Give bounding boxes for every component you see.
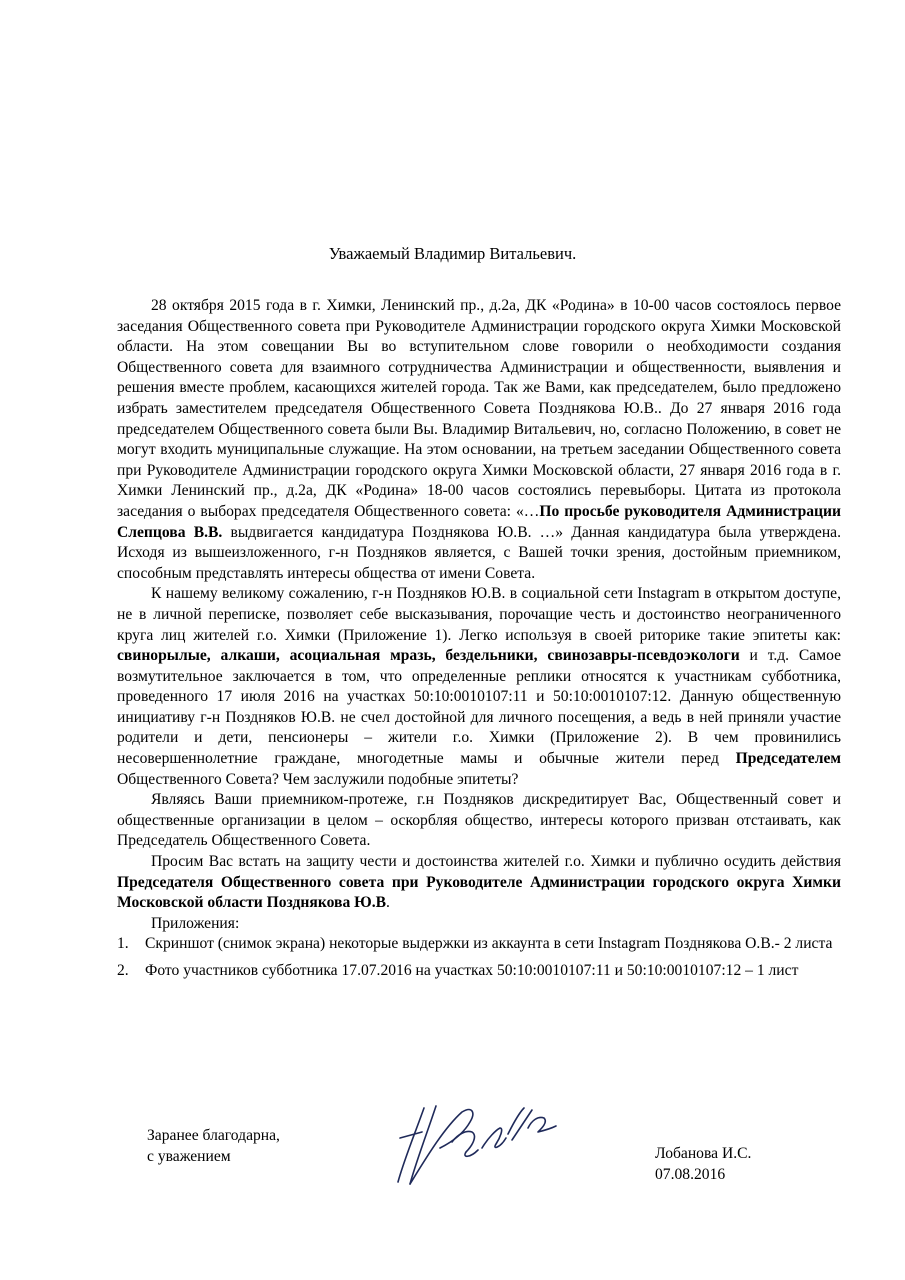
text-run: Просим Вас встать на защиту чести и достоинства жителей г.о. Химки и публично осудить действия xyxy=(151,853,841,871)
paragraph-3 xyxy=(117,790,841,852)
letter-greeting: Уважаемый Владимир Витальевич. xyxy=(328,244,577,263)
attachment-item xyxy=(117,934,841,955)
attachment-number: 2. xyxy=(117,962,129,979)
paragraph-4 xyxy=(117,852,841,914)
text-run: Общественного Совета? Чем заслужили подобные эпитеты? xyxy=(117,770,519,788)
text-run: выдвигается кандидатура Позднякова Ю.В. …» Данная кандидатура была утверждена. Исходя из вышеизложенного, г-н Поздняков является, с Вашей точки зрения, достойным приемником, способным представлять интересы общества от имени Совета. xyxy=(117,523,842,582)
emphasized-text: Председателя Общественного совета при Руководителе Администрации городского округа Химки Московской области Позднякова Ю.В xyxy=(117,873,841,912)
paragraph-1 xyxy=(117,296,841,584)
handwritten-signature xyxy=(392,1098,562,1188)
attachment-item xyxy=(117,961,841,982)
letter-body xyxy=(117,296,841,982)
text-run: 28 октября 2015 года в г. Химки, Ленинский пр., д.2а, ДК «Родина» в 10-00 часов состоялось первое заседания Общественного совета при Руководителе Администрации городского округа Химки Московской области. На этом совещании Вы во вступительном слове говорили о необходимости создания Общественного совета для взаимного сотрудничества Администрации и общественности, выявления и решения вместе проблем, касающихся жителей города. Так же Вами, как председателем, было предложено избрать заместителем председателя Общественного Совета Позднякова Ю.В.. До 27 января 2016 года председателем Общественного совета были Вы. Владимир Витальевич, но, согласно Положению, в совет не могут входить муниципальные служащие. На этом основании, на третьем заседании Общественного совета при Руководителе Администрации городского округа Химки Московской области, 27 января 2016 года в г. Химки Ленинский пр., д.2а, ДК «Родина» 18-00 часов состоялись перевыборы. Цитата из протокола заседания о выборах председателя Общественного совета: «… xyxy=(117,297,841,520)
signer-name: Лобанова И.С. xyxy=(655,1145,752,1162)
text-run: Являясь Ваши приемником-протеже, г.н Поздняков дискредитирует Вас, Общественный совет и общественные организации в целом – оскорбляя общество, интересы которого призван отстаивать, как Председатель Общественного Совета. xyxy=(117,791,841,850)
signer-date: 07.08.2016 xyxy=(655,1165,726,1183)
text-run: и т.д. Самое возмутительное заключается в том, что определенные реплики относятся к участникам субботника, проведенного 17 июля 2016 на участках 50:10:0010107:11 и 50:10:0010107:12. Данную общественную инициативу г-н Поздняков Ю.В. не счел достойной для личного посещения, а ведь в ней приняли участие родители и дети, пенсионеры – жители г.о. Химки (Приложение 2). В чем провинились несовершеннолетние граждане, многодетные мамы и обычные жители перед xyxy=(117,647,841,768)
attachments-label: Приложения: xyxy=(151,914,240,932)
text-run: К нашему великому сожалению, г-н Поздняков Ю.В. в социальной сети Instagram в открытом доступе, не в личной переписке, позволяет себе высказывания, порочащие честь и достоинство неограниченного круга лиц жителей г.о. Химки (Приложение 1). Легко используя в своей риторике такие эпитеты как: xyxy=(117,585,841,644)
signer-block xyxy=(655,1144,751,1185)
closing-block xyxy=(147,1126,280,1167)
attachment-number: 1. xyxy=(117,935,129,953)
emphasized-text: Председателем xyxy=(735,750,841,768)
paragraph-2 xyxy=(117,584,841,790)
emphasized-text: свинорылые, алкаши, асоциальная мразь, бездельники, свинозавры-псевдоэкологи xyxy=(117,647,740,665)
attachment-text: Фото участников субботника 17.07.2016 на участках 50:10:0010107:11 и 50:10:0010107:12 – 1 лист xyxy=(145,962,799,979)
closing-line-2: с уважением xyxy=(147,1147,231,1165)
closing-line-1: Заранее благодарна, xyxy=(147,1127,280,1144)
text-run: . xyxy=(386,894,390,912)
attachments-list xyxy=(117,934,841,981)
emphasized-text: По просьбе руководителя Администрации Слепцова В.В. xyxy=(117,502,841,541)
attachment-text: Скриншот (снимок экрана) некоторые выдержки из аккаунта в сети Instagram Позднякова О.В.- 2 листа xyxy=(145,935,833,953)
